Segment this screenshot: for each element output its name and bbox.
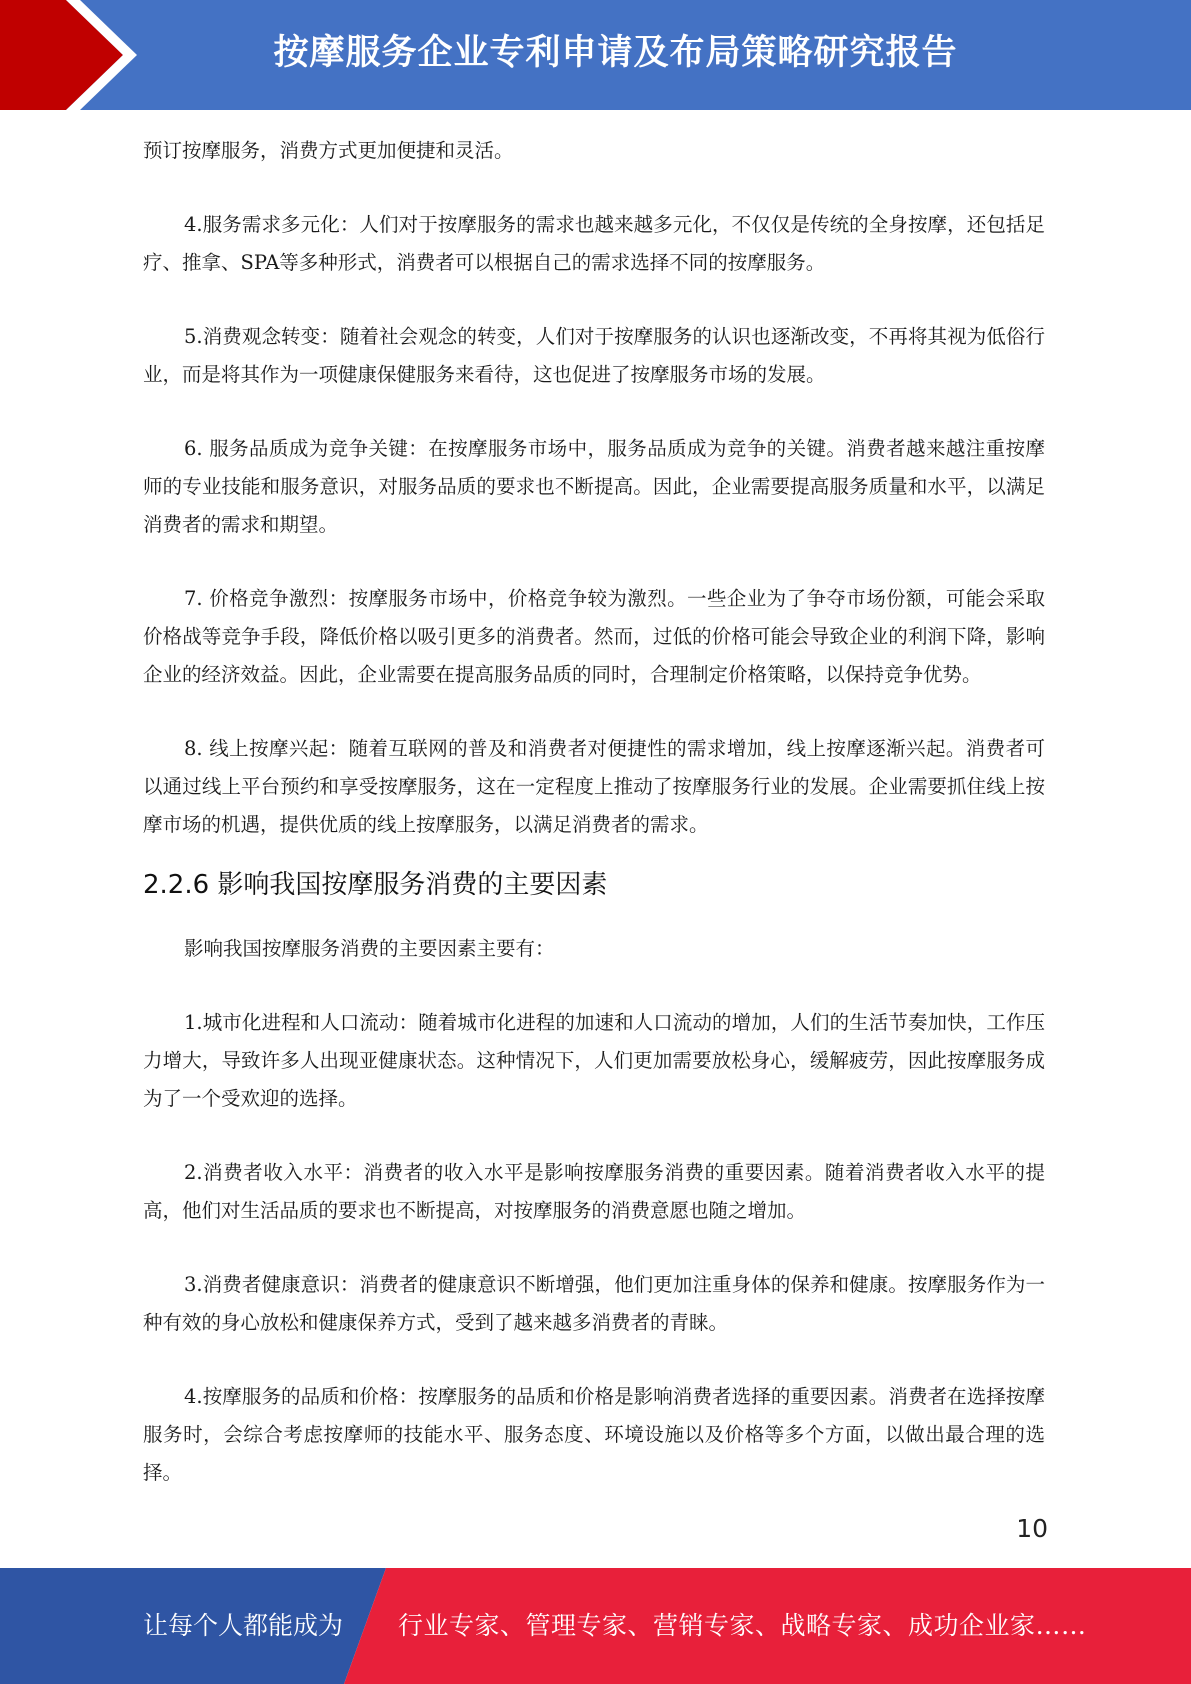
header-banner xyxy=(0,0,1191,110)
paragraph: 4.服务需求多元化：人们对于按摩服务的需求也越来越多元化，不仅仅是传统的全身按摩，还包括足疗、推拿、SPA等多种形式，消费者可以根据自己的需求选择不同的按摩服务。 xyxy=(143,213,1045,274)
report-title: 按摩服务企业专利申请及布局策略研究报告 xyxy=(273,33,958,73)
paragraph: 2.消费者收入水平：消费者的收入水平是影响按摩服务消费的重要因素。随着消费者收入水平的提高，他们对生活品质的要求也不断提高，对按摩服务的消费意愿也随之增加。 xyxy=(143,1161,1045,1222)
section-heading: 2.2.6 影响我国按摩服务消费的主要因素 xyxy=(143,870,608,900)
footer-slogan-left: 让每个人都能成为 xyxy=(143,1611,344,1640)
paragraph: 1.城市化进程和人口流动：随着城市化进程的加速和人口流动的增加，人们的生活节奏加快，工作压力增大，导致许多人出现亚健康状态。这种情况下，人们更加需要放松身心，缓解疲劳，因此按摩服务成为了一个受欢迎的选择。 xyxy=(143,1011,1045,1110)
paragraph: 影响我国按摩服务消费的主要因素主要有： xyxy=(184,937,555,960)
paragraph: 7. 价格竞争激烈：按摩服务市场中，价格竞争较为激烈。一些企业为了争夺市场份额，可能会采取价格战等竞争手段，降低价格以吸引更多的消费者。然而，过低的价格可能会导致企业的利润下降，影响企业的经济效益。因此，企业需要在提高服务品质的同时，合理制定价格策略，以保持竞争优势。 xyxy=(143,587,1045,686)
paragraph: 4.按摩服务的品质和价格：按摩服务的品质和价格是影响消费者选择的重要因素。消费者在选择按摩服务时，会综合考虑按摩师的技能水平、服务态度、环境设施以及价格等多个方面，以做出最合理的选择。 xyxy=(143,1385,1045,1484)
paragraph: 3.消费者健康意识：消费者的健康意识不断增强，他们更加注重身体的保养和健康。按摩服务作为一种有效的身心放松和健康保养方式，受到了越来越多消费者的青睐。 xyxy=(143,1273,1045,1334)
footer-banner xyxy=(0,1568,1191,1684)
page-number: 10 xyxy=(1016,1514,1048,1543)
paragraph: 8. 线上按摩兴起：随着互联网的普及和消费者对便捷性的需求增加，线上按摩逐渐兴起。消费者可以通过线上平台预约和享受按摩服务，这在一定程度上推动了按摩服务行业的发展。企业需要抓住线上按摩市场的机遇，提供优质的线上按摩服务，以满足消费者的需求。 xyxy=(143,737,1045,836)
document-body xyxy=(143,132,1045,1528)
paragraph: 6. 服务品质成为竞争关键：在按摩服务市场中，服务品质成为竞争的关键。消费者越来越注重按摩师的专业技能和服务意识，对服务品质的要求也不断提高。因此，企业需要提高服务质量和水平，以满足消费者的需求和期望。 xyxy=(143,437,1045,536)
paragraph: 5.消费观念转变：随着社会观念的转变，人们对于按摩服务的认识也逐渐改变，不再将其视为低俗行业，而是将其作为一项健康保健服务来看待，这也促进了按摩服务市场的发展。 xyxy=(143,325,1045,386)
footer-slogan-right: 行业专家、管理专家、营销专家、战略专家、成功企业家…… xyxy=(398,1611,1087,1640)
paragraph: 预订按摩服务，消费方式更加便捷和灵活。 xyxy=(143,139,514,162)
header-arrow-decoration xyxy=(0,0,160,110)
